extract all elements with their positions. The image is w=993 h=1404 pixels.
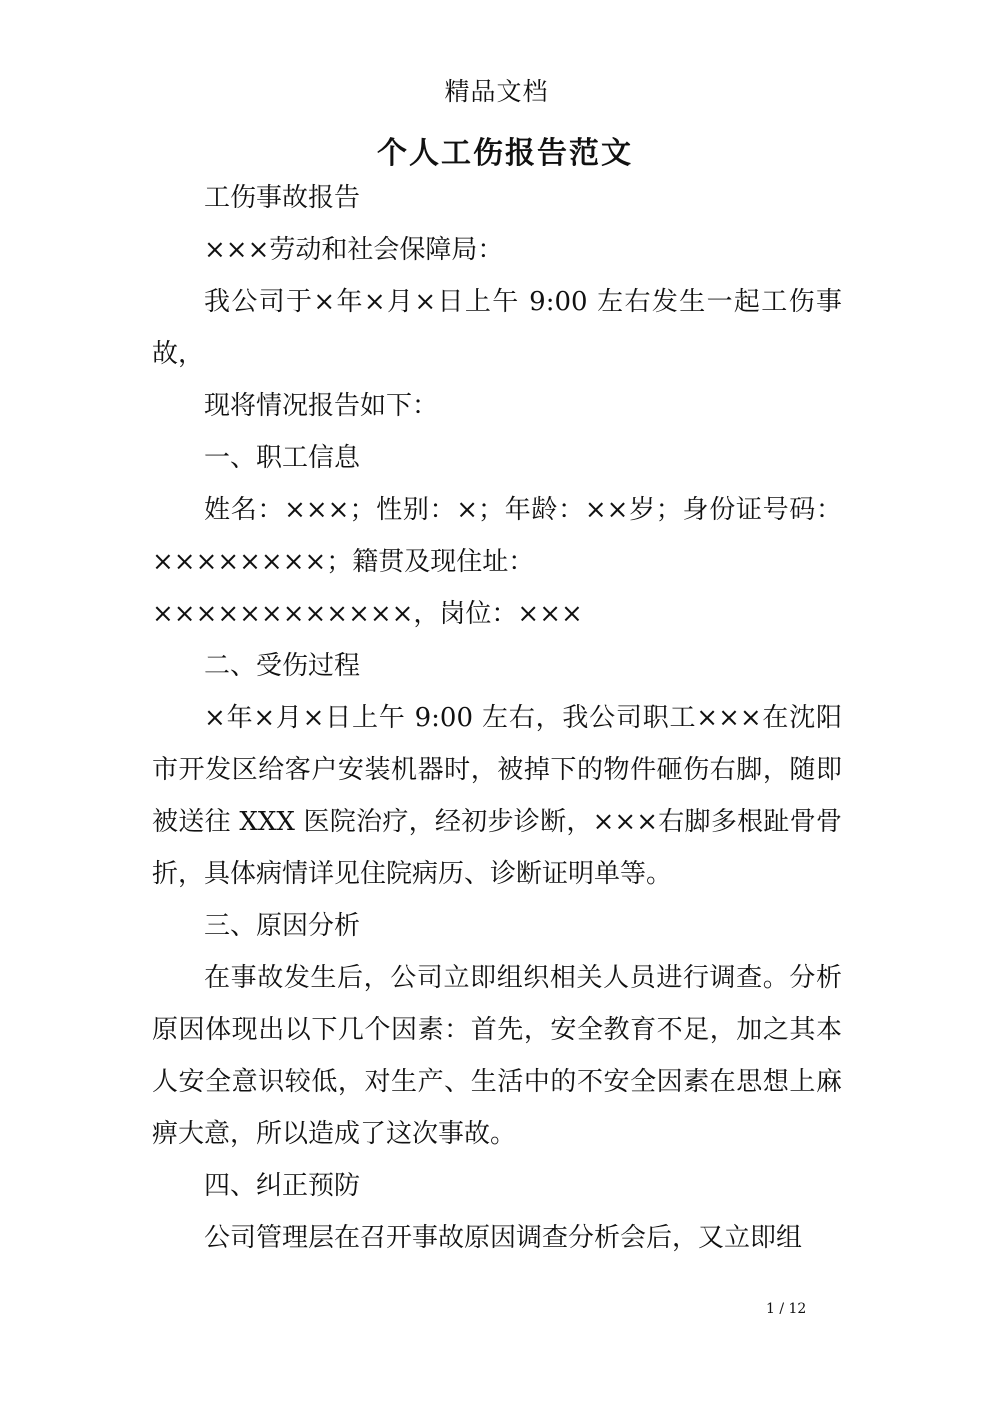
section-heading-corrective-prevention: 四、纠正预防 — [204, 1171, 361, 1201]
page-number: 1 / 12 — [766, 1301, 807, 1317]
paragraph-intro-continued: 现将情况报告如下： — [204, 391, 439, 421]
paragraph-recipient: ×××劳动和社会保障局： — [204, 235, 504, 265]
paragraph-employee-info: 姓名：×××；性别：×；年龄：××岁；身份证号码：××××××××；籍贯及现住址： — [152, 495, 842, 577]
section-heading-cause-analysis: 三、原因分析 — [204, 911, 361, 941]
paragraph-corrective-prevention: 公司管理层在召开事故原因调查分析会后，又立即组 — [204, 1223, 803, 1253]
paragraph-injury-process: ×年×月×日上午 9:00 左右，我公司职工×××在沈阳市开发区给客户安装机器时，被掉下的物件砸伤右脚，随即被送往 XXX 医院治疗，经初步诊断，×××右脚多根趾骨骨折，具体病情详见住院病历、诊断证明单等。 — [152, 703, 842, 889]
page-header: 精品文档 — [444, 77, 549, 106]
paragraph-cause-analysis: 在事故发生后，公司立即组织相关人员进行调查。分析原因体现出以下几个因素：首先，安全教育不足，加之其本人安全意识较低，对生产、生活中的不安全因素在思想上麻痹大意，所以造成了这次事故。 — [152, 963, 842, 1149]
section-heading-injury-process: 二、受伤过程 — [204, 651, 361, 681]
paragraph-address-position: ××××××××××××，岗位：××× — [152, 599, 583, 629]
document-body — [152, 172, 842, 1264]
document-title: 个人工伤报告范文 — [377, 136, 633, 171]
section-heading-employee-info: 一、职工信息 — [204, 443, 361, 473]
paragraph-intro: 我公司于×年×月×日上午 9:00 左右发生一起工伤事故， — [152, 287, 842, 369]
paragraph-report-heading: 工伤事故报告 — [204, 183, 361, 213]
